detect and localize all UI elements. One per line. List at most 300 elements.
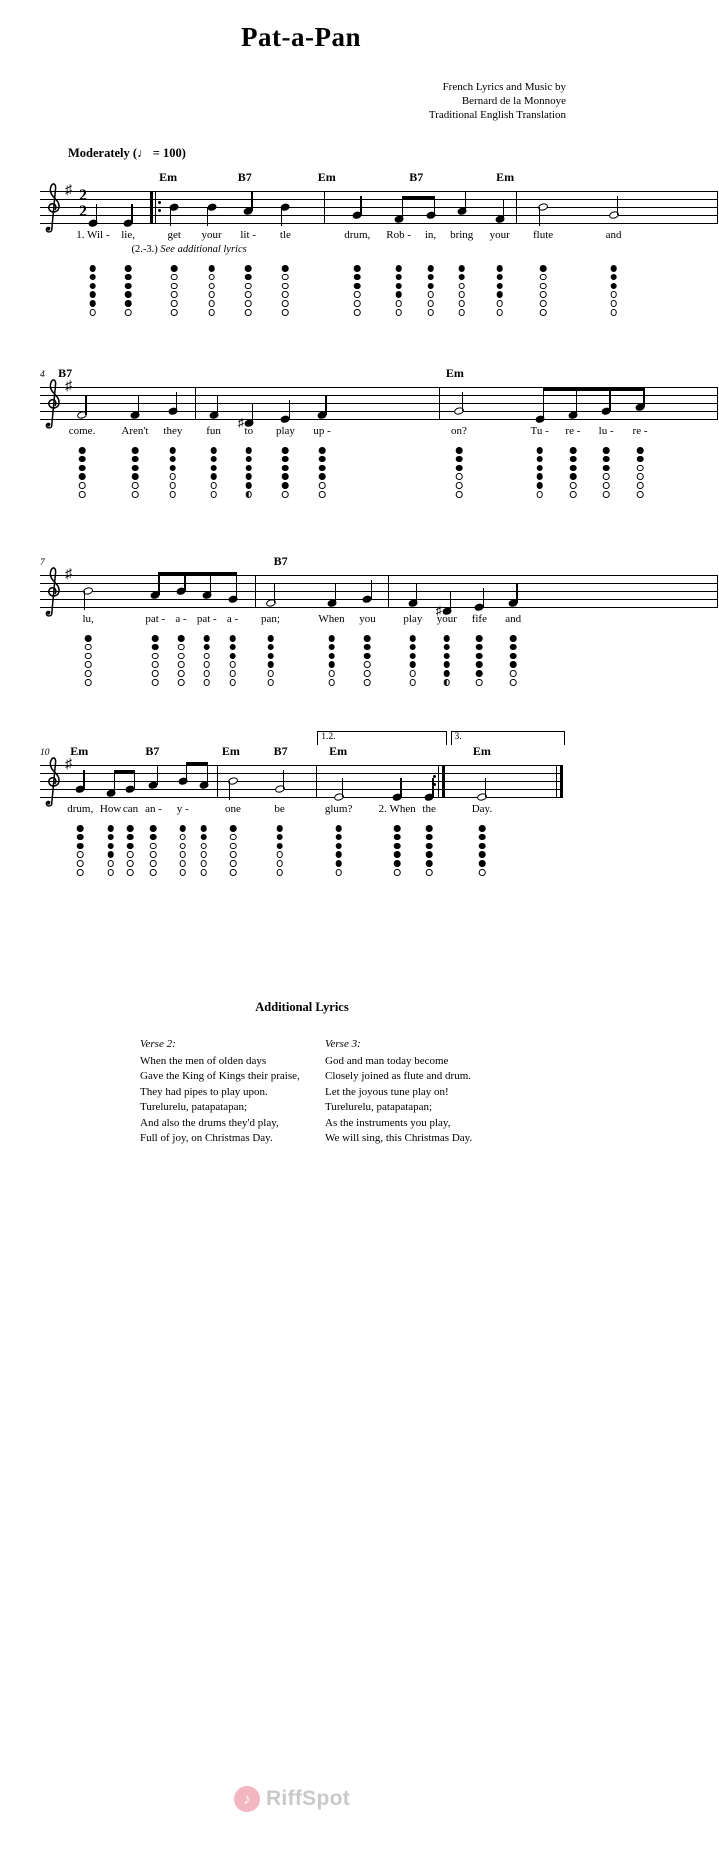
chord-symbol: Em: [70, 744, 89, 758]
open-hole: [282, 291, 289, 298]
lyric-syllable: re -: [632, 425, 648, 437]
covered-hole: [200, 825, 207, 832]
covered-hole: [610, 274, 617, 281]
staff-system: [40, 353, 718, 528]
covered-hole: [127, 843, 134, 850]
covered-hole: [171, 265, 178, 272]
lyric-syllable: How: [99, 803, 122, 815]
fingering-diagram: [496, 265, 503, 316]
covered-hole: [426, 860, 433, 867]
open-hole: [150, 851, 157, 858]
covered-hole: [458, 265, 465, 272]
verse-line: We will sing, this Christmas Day.: [325, 1132, 473, 1144]
fingering-diagram: [85, 635, 92, 686]
covered-hole: [107, 834, 114, 841]
chord-symbol: Em: [221, 744, 240, 758]
open-hole: [200, 843, 207, 850]
fingering-diagram: [476, 635, 483, 686]
open-hole: [79, 482, 86, 489]
barline: [516, 191, 517, 224]
open-hole: [132, 482, 139, 489]
lyric-syllable: Tu -: [530, 425, 549, 437]
covered-hole: [354, 265, 361, 272]
credit-line: French Lyrics and Music by: [442, 81, 566, 93]
note-stem: [539, 207, 540, 226]
open-hole: [208, 309, 215, 316]
lyric-syllable: When: [318, 613, 345, 625]
fingering-diagram: [107, 825, 114, 876]
covered-hole: [319, 447, 326, 454]
covered-hole: [335, 825, 342, 832]
covered-hole: [456, 456, 463, 463]
covered-hole: [476, 635, 483, 642]
covered-hole: [540, 265, 547, 272]
covered-hole: [267, 644, 274, 651]
covered-hole: [79, 447, 86, 454]
covered-hole: [427, 265, 434, 272]
barline: [316, 765, 317, 798]
open-hole: [427, 291, 434, 298]
staff-line: [40, 395, 718, 396]
covered-hole: [496, 291, 503, 298]
open-hole: [456, 491, 463, 498]
covered-hole: [132, 465, 139, 472]
note-stem: [342, 778, 343, 797]
note-stem: [186, 762, 187, 781]
lyric-syllable: a -: [226, 613, 239, 625]
open-hole: [77, 851, 84, 858]
covered-hole: [77, 834, 84, 841]
fingering-diagram: [125, 265, 132, 316]
lyric-syllable: play: [275, 425, 295, 437]
lyric-syllable: you: [359, 613, 376, 625]
lyric-syllable: pat -: [145, 613, 166, 625]
covered-hole: [395, 291, 402, 298]
lyric-syllable: and: [605, 229, 622, 241]
open-hole: [410, 670, 417, 677]
open-hole: [179, 843, 186, 850]
fingering-diagram: [267, 635, 274, 686]
open-hole: [282, 300, 289, 307]
covered-hole: [536, 447, 543, 454]
note-stem: [83, 770, 84, 789]
chord-symbol: Em: [159, 170, 178, 184]
open-hole: [170, 491, 177, 498]
half-hole: [444, 679, 451, 686]
note-stem: [543, 388, 544, 419]
covered-hole: [170, 456, 177, 463]
open-hole: [230, 843, 237, 850]
open-hole: [208, 274, 215, 281]
open-hole: [364, 679, 371, 686]
note-stem: [483, 588, 484, 607]
open-hole: [276, 860, 283, 867]
open-hole: [540, 300, 547, 307]
open-hole: [179, 860, 186, 867]
note-stem: [485, 778, 486, 797]
note-stem: [617, 196, 618, 215]
fingering-diagram: [276, 825, 283, 876]
open-hole: [458, 300, 465, 307]
covered-hole: [77, 843, 84, 850]
fingering-diagram: [540, 265, 547, 316]
open-hole: [282, 309, 289, 316]
note-stem: [432, 778, 433, 797]
note-stem: [229, 781, 230, 800]
repeat-begin-barline: [155, 191, 156, 224]
open-hole: [245, 291, 252, 298]
open-hole: [152, 653, 159, 660]
staff-line: [40, 575, 718, 576]
open-hole: [85, 679, 92, 686]
covered-hole: [536, 465, 543, 472]
final-barline: [556, 765, 557, 798]
covered-hole: [410, 644, 417, 651]
open-hole: [230, 869, 237, 876]
lyric-syllable: y -: [176, 803, 189, 815]
chord-symbol: Em: [317, 170, 336, 184]
fingering-diagram: [246, 447, 253, 498]
open-hole: [637, 465, 644, 472]
volta-label: 1.2.: [321, 732, 336, 742]
open-hole: [107, 860, 114, 867]
verse-line: They had pipes to play upon.: [140, 1085, 268, 1098]
covered-hole: [496, 283, 503, 290]
open-hole: [328, 679, 335, 686]
open-hole: [282, 491, 289, 498]
open-hole: [510, 679, 517, 686]
open-hole: [394, 869, 401, 876]
note-stem: [462, 392, 463, 411]
open-hole: [171, 274, 178, 281]
lyric-syllable: in,: [424, 229, 437, 241]
lyric-syllable: get: [167, 229, 181, 241]
accidental-sharp: ♯: [237, 415, 244, 430]
open-hole: [276, 851, 283, 858]
open-hole: [364, 670, 371, 677]
open-hole: [610, 291, 617, 298]
covered-hole: [127, 834, 134, 841]
open-hole: [179, 869, 186, 876]
covered-hole: [246, 456, 253, 463]
covered-hole: [282, 465, 289, 472]
covered-hole: [335, 860, 342, 867]
covered-hole: [476, 644, 483, 651]
covered-hole: [125, 300, 132, 307]
credit-line: Bernard de la Monnoye: [461, 95, 566, 107]
lyric-syllable: Rob -: [386, 229, 412, 241]
barline: [717, 387, 718, 420]
covered-hole: [125, 291, 132, 298]
open-hole: [610, 309, 617, 316]
verse-line: As the instruments you play,: [325, 1116, 451, 1129]
fingering-diagram: [170, 447, 177, 498]
note-stem: [217, 396, 218, 415]
covered-hole: [570, 456, 577, 463]
volta-bracket: [451, 731, 565, 745]
fingering-diagram: [536, 447, 543, 498]
open-hole: [85, 644, 92, 651]
covered-hole: [444, 644, 451, 651]
barline: [195, 387, 196, 420]
lyric-syllable: Day.: [471, 803, 493, 815]
open-hole: [79, 491, 86, 498]
covered-hole: [246, 465, 253, 472]
covered-hole: [335, 843, 342, 850]
chord-symbol: B7: [145, 744, 160, 758]
open-hole: [610, 300, 617, 307]
covered-hole: [610, 283, 617, 290]
note-stem: [134, 770, 135, 789]
covered-hole: [229, 653, 236, 660]
note-stem: [85, 396, 86, 415]
open-hole: [354, 291, 361, 298]
repeat-dot: [433, 775, 436, 778]
lyric-syllable: lu,: [82, 613, 94, 625]
treble-clef-icon: [43, 375, 62, 436]
open-hole: [410, 679, 417, 686]
covered-hole: [444, 661, 451, 668]
open-hole: [637, 473, 644, 480]
open-hole: [267, 670, 274, 677]
page-title: Pat-a-Pan: [241, 22, 361, 52]
open-hole: [152, 661, 159, 668]
fingering-diagram: [610, 265, 617, 316]
open-hole: [132, 491, 139, 498]
lyric-syllable: lie,: [121, 229, 135, 241]
covered-hole: [328, 644, 335, 651]
barline: [217, 765, 218, 798]
covered-hole: [354, 283, 361, 290]
staff-line: [40, 765, 563, 766]
covered-hole: [395, 283, 402, 290]
open-hole: [203, 670, 210, 677]
open-hole: [208, 300, 215, 307]
lyric-syllable: lu -: [598, 425, 614, 437]
covered-hole: [603, 447, 610, 454]
chord-symbol: Em: [472, 744, 491, 758]
covered-hole: [426, 843, 433, 850]
lyric-syllable: 2. When: [378, 803, 416, 815]
covered-hole: [476, 661, 483, 668]
lyric-syllable: tle: [279, 229, 291, 241]
covered-hole: [479, 825, 486, 832]
note-stem: [184, 572, 185, 591]
verse-line: Full of joy, on Christmas Day.: [140, 1132, 273, 1144]
volta-bracket: [317, 731, 447, 745]
note-stem: [274, 584, 275, 603]
lyric-syllable: on?: [451, 425, 467, 437]
fingering-diagram: [171, 265, 178, 316]
staff-system: [40, 157, 718, 332]
covered-hole: [125, 283, 132, 290]
covered-hole: [410, 635, 417, 642]
covered-hole: [444, 635, 451, 642]
covered-hole: [395, 274, 402, 281]
open-hole: [171, 283, 178, 290]
chord-symbol: B7: [273, 554, 288, 568]
note-stem: [252, 404, 253, 423]
covered-hole: [90, 274, 97, 281]
covered-hole: [203, 644, 210, 651]
open-hole: [319, 482, 326, 489]
fingering-diagram: [77, 825, 84, 876]
open-hole: [427, 309, 434, 316]
covered-hole: [85, 635, 92, 642]
fingering-diagram: [282, 265, 289, 316]
chord-symbol: Em: [445, 366, 464, 380]
note-stem: [207, 207, 208, 226]
open-hole: [230, 834, 237, 841]
note-stem: [402, 196, 403, 219]
open-hole: [178, 679, 185, 686]
fingering-diagram: [354, 265, 361, 316]
fingering-diagram: [210, 447, 217, 498]
open-hole: [77, 860, 84, 867]
covered-hole: [394, 851, 401, 858]
lyric-syllable: your: [489, 229, 510, 241]
covered-hole: [210, 473, 217, 480]
open-hole: [210, 482, 217, 489]
verse-line: Turelurelu, patapatapan;: [325, 1101, 433, 1113]
measure-number: 10: [40, 748, 50, 758]
open-hole: [178, 653, 185, 660]
open-hole: [637, 491, 644, 498]
covered-hole: [132, 473, 139, 480]
lyric-syllable: play: [403, 613, 423, 625]
volta-label: 3.: [454, 732, 462, 742]
time-signature: 2: [79, 187, 87, 204]
covered-hole: [496, 265, 503, 272]
verse-2-block: [140, 1037, 330, 1147]
covered-hole: [479, 860, 486, 867]
open-hole: [536, 491, 543, 498]
staff-line: [40, 591, 718, 592]
verse-line: Gave the King of Kings their praise,: [140, 1070, 300, 1082]
open-hole: [603, 482, 610, 489]
covered-hole: [200, 834, 207, 841]
open-hole: [540, 309, 547, 316]
barline: [717, 575, 718, 608]
note-stem: [157, 766, 158, 785]
covered-hole: [107, 843, 114, 850]
lyric-syllable: one: [225, 803, 241, 815]
note-stem: [450, 592, 451, 611]
open-hole: [85, 661, 92, 668]
covered-hole: [444, 653, 451, 660]
note-stem: [207, 762, 208, 785]
covered-hole: [229, 635, 236, 642]
verse-line: And also the drums they'd play,: [140, 1116, 279, 1129]
repeat-end-barline: [442, 765, 445, 798]
open-hole: [230, 851, 237, 858]
open-hole: [335, 869, 342, 876]
fingering-diagram: [328, 635, 335, 686]
lyric-syllable: Aren't: [121, 425, 149, 437]
fingering-diagram: [152, 635, 159, 686]
lyric-syllable: 1. Wil -: [76, 229, 110, 241]
fingering-diagram: [229, 635, 236, 686]
open-hole: [90, 309, 97, 316]
time-signature: 2: [79, 203, 87, 220]
fingering-diagram: [426, 825, 433, 876]
open-hole: [229, 670, 236, 677]
covered-hole: [319, 456, 326, 463]
open-hole: [171, 300, 178, 307]
fingering-diagram: [510, 635, 517, 686]
open-hole: [540, 274, 547, 281]
covered-hole: [127, 825, 134, 832]
barline: [717, 191, 718, 224]
measure-number: 7: [40, 558, 45, 568]
open-hole: [496, 300, 503, 307]
covered-hole: [610, 265, 617, 272]
brand-footer: [0, 1786, 584, 1812]
covered-hole: [230, 825, 237, 832]
covered-hole: [79, 465, 86, 472]
key-signature-sharp: ♯: [65, 379, 72, 394]
covered-hole: [246, 482, 253, 489]
covered-hole: [170, 447, 177, 454]
covered-hole: [107, 825, 114, 832]
open-hole: [178, 644, 185, 651]
note-stem: [434, 196, 435, 215]
note-stem: [289, 400, 290, 419]
note-stem: [84, 591, 85, 610]
covered-hole: [210, 465, 217, 472]
open-hole: [150, 843, 157, 850]
open-hole: [170, 482, 177, 489]
note-stem: [400, 778, 401, 797]
open-hole: [229, 661, 236, 668]
note-stem: [170, 207, 171, 226]
open-hole: [603, 473, 610, 480]
covered-hole: [570, 473, 577, 480]
fingering-diagram: [245, 265, 252, 316]
covered-hole: [570, 447, 577, 454]
covered-hole: [510, 661, 517, 668]
open-hole: [210, 491, 217, 498]
fingering-diagram: [200, 825, 207, 876]
note-stem: [576, 388, 577, 415]
covered-hole: [282, 482, 289, 489]
covered-hole: [394, 860, 401, 867]
lyric-syllable: a -: [175, 613, 187, 625]
covered-hole: [456, 447, 463, 454]
chord-symbol: B7: [409, 170, 424, 184]
covered-hole: [476, 653, 483, 660]
barline: [324, 191, 325, 224]
open-hole: [152, 679, 159, 686]
open-hole: [456, 482, 463, 489]
covered-hole: [245, 274, 252, 281]
covered-hole: [178, 635, 185, 642]
fingering-diagram: [444, 635, 451, 686]
open-hole: [458, 291, 465, 298]
treble-clef-icon: [43, 563, 62, 624]
beam: [114, 770, 135, 773]
covered-hole: [637, 447, 644, 454]
open-hole: [426, 869, 433, 876]
covered-hole: [90, 265, 97, 272]
barline: [439, 387, 440, 420]
note-stem: [360, 196, 361, 215]
covered-hole: [444, 670, 451, 677]
verse-line: Closely joined as flute and drum.: [325, 1070, 472, 1082]
covered-hole: [125, 265, 132, 272]
open-hole: [203, 653, 210, 660]
open-hole: [267, 679, 274, 686]
